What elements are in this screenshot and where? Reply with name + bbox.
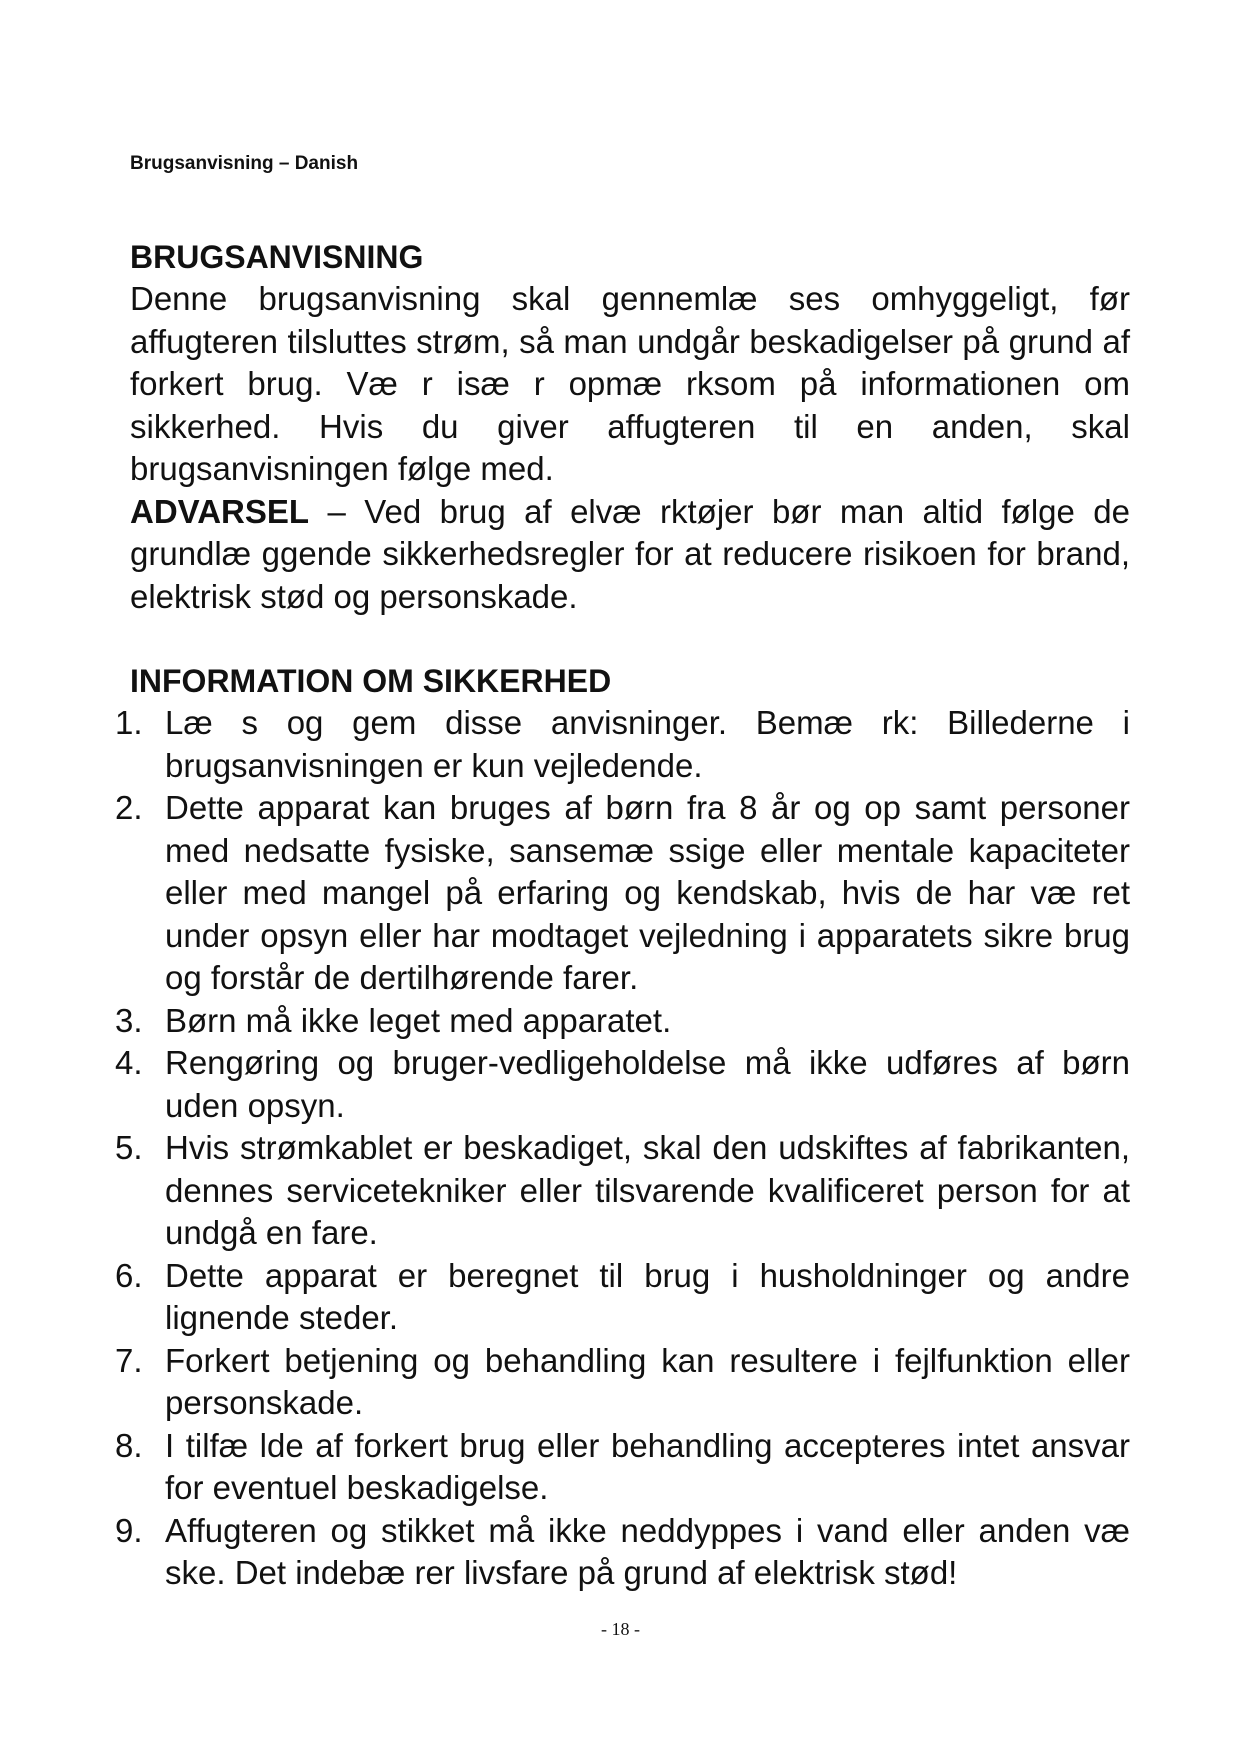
list-item [115, 787, 1130, 1000]
list-item-text: Forkert betjening og behandling kan resultere i fejlfunktion eller personskade. [165, 1341, 1130, 1421]
list-item [115, 1510, 1130, 1595]
safety-list [115, 702, 1130, 1595]
section-gap [130, 618, 1130, 660]
list-item-number: 8. [115, 1426, 143, 1464]
safety-heading: INFORMATION OM SIKKERHED [130, 663, 612, 699]
list-item-text: Dette apparat kan bruges af børn fra 8 år og op samt personer med nedsatte fysiske, sansemæ ssige eller mentale kapaciteter eller med mangel på erfaring og kendskab, hvis de har væ ret under opsyn eller har modtaget vejledning i apparatets sikre brug og forstår de dertilhørende farer. [165, 789, 1130, 996]
list-item-text: Dette apparat er beregnet til brug i husholdninger og andre lignende steder. [165, 1256, 1130, 1336]
list-item-text: Læ s og gem disse anvisninger. Bemæ rk: Billederne i brugsanvisningen er kun vejledende. [165, 704, 1130, 784]
list-item [115, 702, 1130, 787]
list-item-text: Rengøring og bruger-vedligeholdelse må ikke udføres af børn uden opsyn. [165, 1044, 1130, 1124]
list-item [115, 1255, 1130, 1340]
list-item [115, 1425, 1130, 1510]
list-item-number: 1. [115, 704, 143, 741]
list-item-text: I tilfæ lde af forkert brug eller behandling accepteres intet ansvar for eventuel beskadigelse. [165, 1426, 1130, 1506]
list-item-number: 2. [115, 789, 143, 826]
page-content [115, 236, 1130, 1595]
list-item [115, 1127, 1130, 1255]
intro-heading: BRUGSANVISNING [130, 239, 424, 275]
header-label: Brugsanvisning – Danish [130, 153, 359, 174]
intro-paragraph: Denne brugsanvisning skal gennemlæ ses omhyggeligt, før affugteren tilsluttes strøm, så man undgår beskadigelser på grund af forkert brug. Væ r isæ r opmæ rksom på informationen om sikkerhed. Hvis du giver affugteren til en anden, skal brugsanvisningen følge med. [130, 280, 1130, 487]
list-item-text: Børn må ikke leget med apparatet. [165, 1001, 672, 1039]
list-item-number: 9. [115, 1511, 143, 1549]
page-number: - 18 - [601, 1619, 640, 1639]
list-item-number: 5. [115, 1129, 143, 1166]
list-item-text: Affugteren og stikket må ikke neddyppes i vand eller anden væ ske. Det indebæ rer livsfare på grund af elektrisk stød! [165, 1511, 1130, 1591]
list-item-text: Hvis strømkablet er beskadiget, skal den udskiftes af fabrikanten, dennes servicetekniker eller tilsvarende kvalificeret person for at undgå en fare. [165, 1129, 1130, 1251]
list-item-number: 6. [115, 1256, 143, 1294]
warning-label: ADVARSEL [130, 492, 310, 530]
list-item-number: 3. [115, 1001, 143, 1039]
warning-text: – Ved brug af elvæ rktøjer bør man altid følge de grundlæ ggende sikkerhedsregler for at reducere risikoen for brand, elektrisk stød og personskade. [130, 492, 1130, 615]
list-item [115, 1042, 1130, 1127]
list-item [115, 1000, 1130, 1043]
warning-paragraph [130, 491, 1130, 619]
list-item-number: 7. [115, 1341, 143, 1379]
list-item-number: 4. [115, 1044, 143, 1081]
list-item [115, 1340, 1130, 1425]
